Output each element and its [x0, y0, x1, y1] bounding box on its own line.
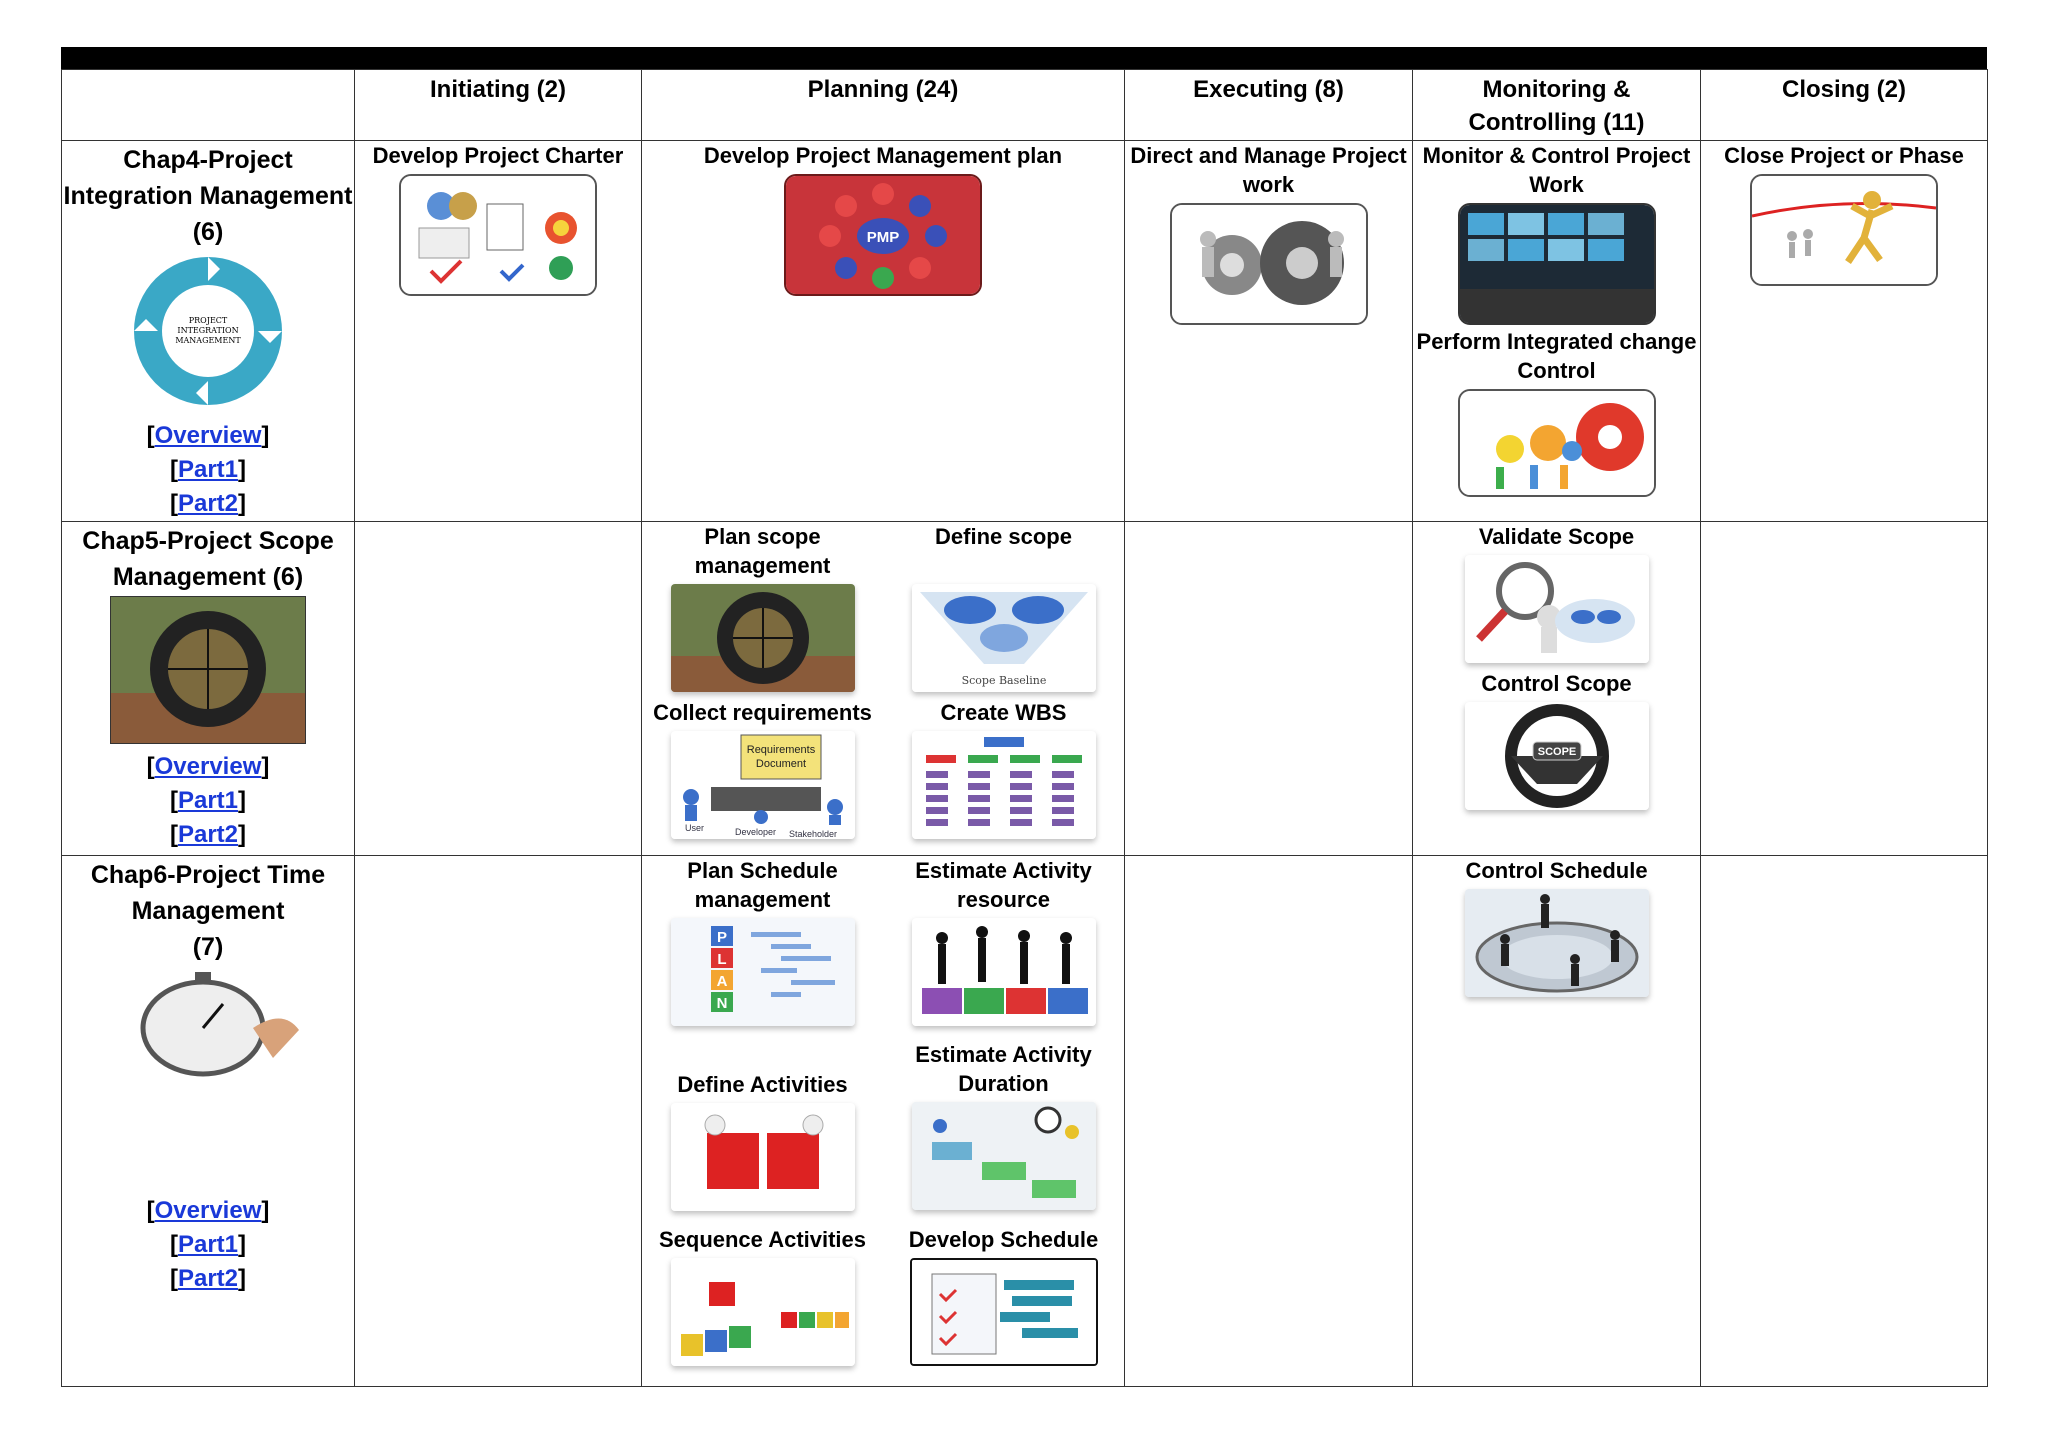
develop-pm-plan-label: Develop Project Management plan — [703, 143, 1063, 168]
chap5-links — [62, 750, 354, 852]
chap5-part1-link[interactable]: Part1 — [177, 787, 239, 814]
chap6-part1-link[interactable]: Part1 — [177, 1231, 239, 1258]
row-time — [62, 856, 1988, 1387]
chap5-title-line1: Chap5-Project Scope — [82, 527, 334, 555]
bracket: [ — [146, 422, 155, 449]
plan-letter-l: L — [716, 951, 727, 968]
header-planning: Planning (24) — [642, 70, 1125, 141]
header-initiating: Initiating (2) — [355, 70, 642, 141]
chap6-title-line3: (7) — [192, 933, 224, 961]
top-bar — [61, 47, 1987, 69]
cell-integration-closing — [1701, 141, 1988, 522]
bracket: ] — [238, 1265, 247, 1292]
integrated-change-label-line1: Perform Integrated change — [1416, 329, 1697, 354]
corner-header — [62, 70, 355, 141]
requirements-image-text-3: User — [684, 823, 704, 833]
estimate-duration-label-line1: Estimate Activity — [915, 1042, 1092, 1067]
chap4-part2-link[interactable]: Part2 — [177, 490, 239, 517]
bracket: [ — [169, 1265, 178, 1292]
cell-integration-monitoring — [1413, 141, 1701, 522]
plan-gantt-image — [671, 918, 855, 1026]
chap4-title-line3: (6) — [192, 218, 224, 246]
requirements-image-text-5: Stakeholder — [788, 829, 837, 839]
chap4-title-line1: Chap4-Project — [123, 146, 293, 174]
integration-image-text-2: INTEGRATION — [177, 326, 239, 335]
cell-scope-executing — [1125, 522, 1413, 856]
control-schedule-label: Control Schedule — [1465, 858, 1648, 883]
row-header-scope — [62, 522, 355, 856]
pmp-image — [784, 174, 982, 296]
sequence-puzzle-image — [671, 1258, 855, 1366]
header-row — [62, 70, 1988, 141]
cell-time-planning — [642, 856, 1125, 1387]
plan-scope-label-line2: management — [694, 553, 831, 578]
row-header-integration — [62, 141, 355, 522]
control-schedule-image — [1465, 889, 1649, 997]
sequence-activities-item — [642, 1225, 883, 1366]
cell-time-monitoring — [1413, 856, 1701, 1387]
direct-manage-label-line2: work — [1242, 172, 1295, 197]
process-grid-table — [61, 69, 1988, 1387]
requirements-image-text-2: Document — [755, 758, 806, 770]
cell-scope-closing — [1701, 522, 1988, 856]
chap6-title-line2: Management — [131, 897, 285, 925]
plan-schedule-label-line1: Plan Schedule — [687, 858, 838, 883]
scope-planning-grid — [642, 522, 1124, 839]
plan-schedule-label-line2: management — [694, 887, 831, 912]
requirements-image — [671, 731, 855, 839]
header-closing: Closing (2) — [1701, 70, 1988, 141]
steering-wheel-image — [1465, 702, 1649, 810]
chap4-links — [62, 419, 354, 521]
bracket: ] — [238, 490, 247, 517]
bracket: ] — [238, 1231, 247, 1258]
integrated-change-label-line2: Control — [1517, 358, 1596, 383]
bracket: [ — [146, 1197, 155, 1224]
cell-scope-planning — [642, 522, 1125, 856]
bracket: ] — [238, 456, 247, 483]
sequence-activities-label: Sequence Activities — [658, 1227, 867, 1252]
plan-letter-a: A — [716, 973, 727, 990]
chap6-overview-link[interactable]: Overview — [154, 1197, 262, 1224]
chap5-title-line2: Management (6) — [112, 563, 304, 591]
finish-line-image — [1750, 174, 1938, 286]
bracket: [ — [169, 787, 178, 814]
integration-image-text-1: PROJECT — [188, 316, 228, 325]
collect-requirements-label: Collect requirements — [653, 700, 872, 725]
plan-letter-p: P — [716, 929, 727, 946]
validate-scope-label: Validate Scope — [1478, 524, 1635, 549]
monitor-control-label-line2: Work — [1529, 172, 1584, 197]
define-activities-label: Define Activities — [677, 1072, 848, 1097]
chap4-title-line2: Integration Management — [63, 182, 353, 210]
header-executing: Executing (8) — [1125, 70, 1413, 141]
header-monitoring-line1: Monitoring & — [1482, 76, 1631, 103]
bracket: [ — [169, 456, 178, 483]
estimate-resource-label-line2: resource — [957, 887, 1050, 912]
cell-integration-executing — [1125, 141, 1413, 522]
collect-requirements-item — [642, 698, 883, 839]
requirements-image-text-4: Developer — [734, 827, 776, 837]
integration-cycle-image — [123, 251, 293, 411]
steering-wheel-text: SCOPE — [1537, 746, 1576, 758]
chap6-part2-link[interactable]: Part2 — [177, 1265, 239, 1292]
plan-scope-label-line1: Plan scope — [704, 524, 821, 549]
bracket: ] — [261, 422, 270, 449]
control-room-image — [1458, 203, 1656, 325]
monitor-control-label-line1: Monitor & Control Project — [1422, 143, 1691, 168]
bracket: [ — [169, 490, 178, 517]
bracket: [ — [146, 753, 155, 780]
time-planning-grid — [642, 856, 1124, 1366]
bracket: ] — [261, 753, 270, 780]
project-charter-image — [399, 174, 597, 296]
cell-scope-initiating — [355, 522, 642, 856]
plan-letter-n: N — [716, 995, 727, 1012]
puzzle-people-image — [671, 1103, 855, 1211]
chap6-links — [62, 1194, 354, 1296]
create-wbs-item — [883, 698, 1124, 839]
row-scope — [62, 522, 1988, 856]
requirements-image-text-1: Requirements — [746, 744, 815, 756]
estimate-resource-item — [883, 856, 1124, 1026]
estimate-resource-label-line1: Estimate Activity — [915, 858, 1092, 883]
close-project-label: Close Project or Phase — [1724, 143, 1964, 168]
scope-crosshair-image — [110, 596, 306, 744]
plan-schedule-item — [642, 856, 883, 1026]
bracket: ] — [261, 1197, 270, 1224]
header-monitoring — [1413, 70, 1701, 141]
chap4-part1-link[interactable]: Part1 — [177, 456, 239, 483]
chap5-part2-link[interactable]: Part2 — [177, 821, 239, 848]
develop-schedule-item — [883, 1225, 1124, 1366]
validate-scope-image — [1465, 555, 1649, 663]
estimate-duration-label-line2: Duration — [958, 1071, 1049, 1096]
wbs-image — [912, 731, 1096, 839]
bracket: ] — [238, 787, 247, 814]
chap6-title-line1: Chap6-Project Time — [90, 861, 326, 889]
cell-integration-initiating — [355, 141, 642, 522]
gears-image — [1170, 203, 1368, 325]
develop-schedule-label: Develop Schedule — [908, 1227, 1099, 1252]
estimate-duration-image — [912, 1102, 1096, 1210]
develop-schedule-image — [910, 1258, 1098, 1366]
header-monitoring-line2: Controlling (11) — [1468, 109, 1645, 136]
direct-manage-label-line1: Direct and Manage Project — [1130, 143, 1407, 168]
define-activities-item — [642, 1040, 883, 1211]
pmp-image-text: PMP — [866, 229, 900, 246]
cell-time-initiating — [355, 856, 642, 1387]
plan-scope-image — [671, 584, 855, 692]
bracket: [ — [169, 821, 178, 848]
stopwatch-image — [113, 968, 303, 1088]
bracket: [ — [169, 1231, 178, 1258]
control-scope-label: Control Scope — [1481, 671, 1632, 696]
cell-integration-planning — [642, 141, 1125, 522]
row-integration — [62, 141, 1988, 522]
cell-time-closing — [1701, 856, 1988, 1387]
change-gears-image — [1458, 389, 1656, 497]
integration-image-text-3: MANAGEMENT — [175, 336, 241, 345]
row-header-time — [62, 856, 355, 1387]
estimate-resource-image — [912, 918, 1096, 1026]
chap5-overview-link[interactable]: Overview — [154, 753, 262, 780]
define-scope-label: Define scope — [935, 524, 1072, 549]
develop-charter-label: Develop Project Charter — [372, 143, 624, 168]
cell-time-executing — [1125, 856, 1413, 1387]
create-wbs-label: Create WBS — [940, 700, 1067, 725]
plan-scope-item — [642, 522, 883, 692]
bracket: ] — [238, 821, 247, 848]
cell-scope-monitoring — [1413, 522, 1701, 856]
spacer — [883, 551, 1124, 580]
estimate-duration-item — [883, 1040, 1124, 1211]
define-scope-funnel-image — [912, 584, 1096, 692]
define-scope-image-text: Scope Baseline — [961, 674, 1046, 687]
chap4-overview-link[interactable]: Overview — [154, 422, 262, 449]
define-scope-item — [883, 522, 1124, 692]
